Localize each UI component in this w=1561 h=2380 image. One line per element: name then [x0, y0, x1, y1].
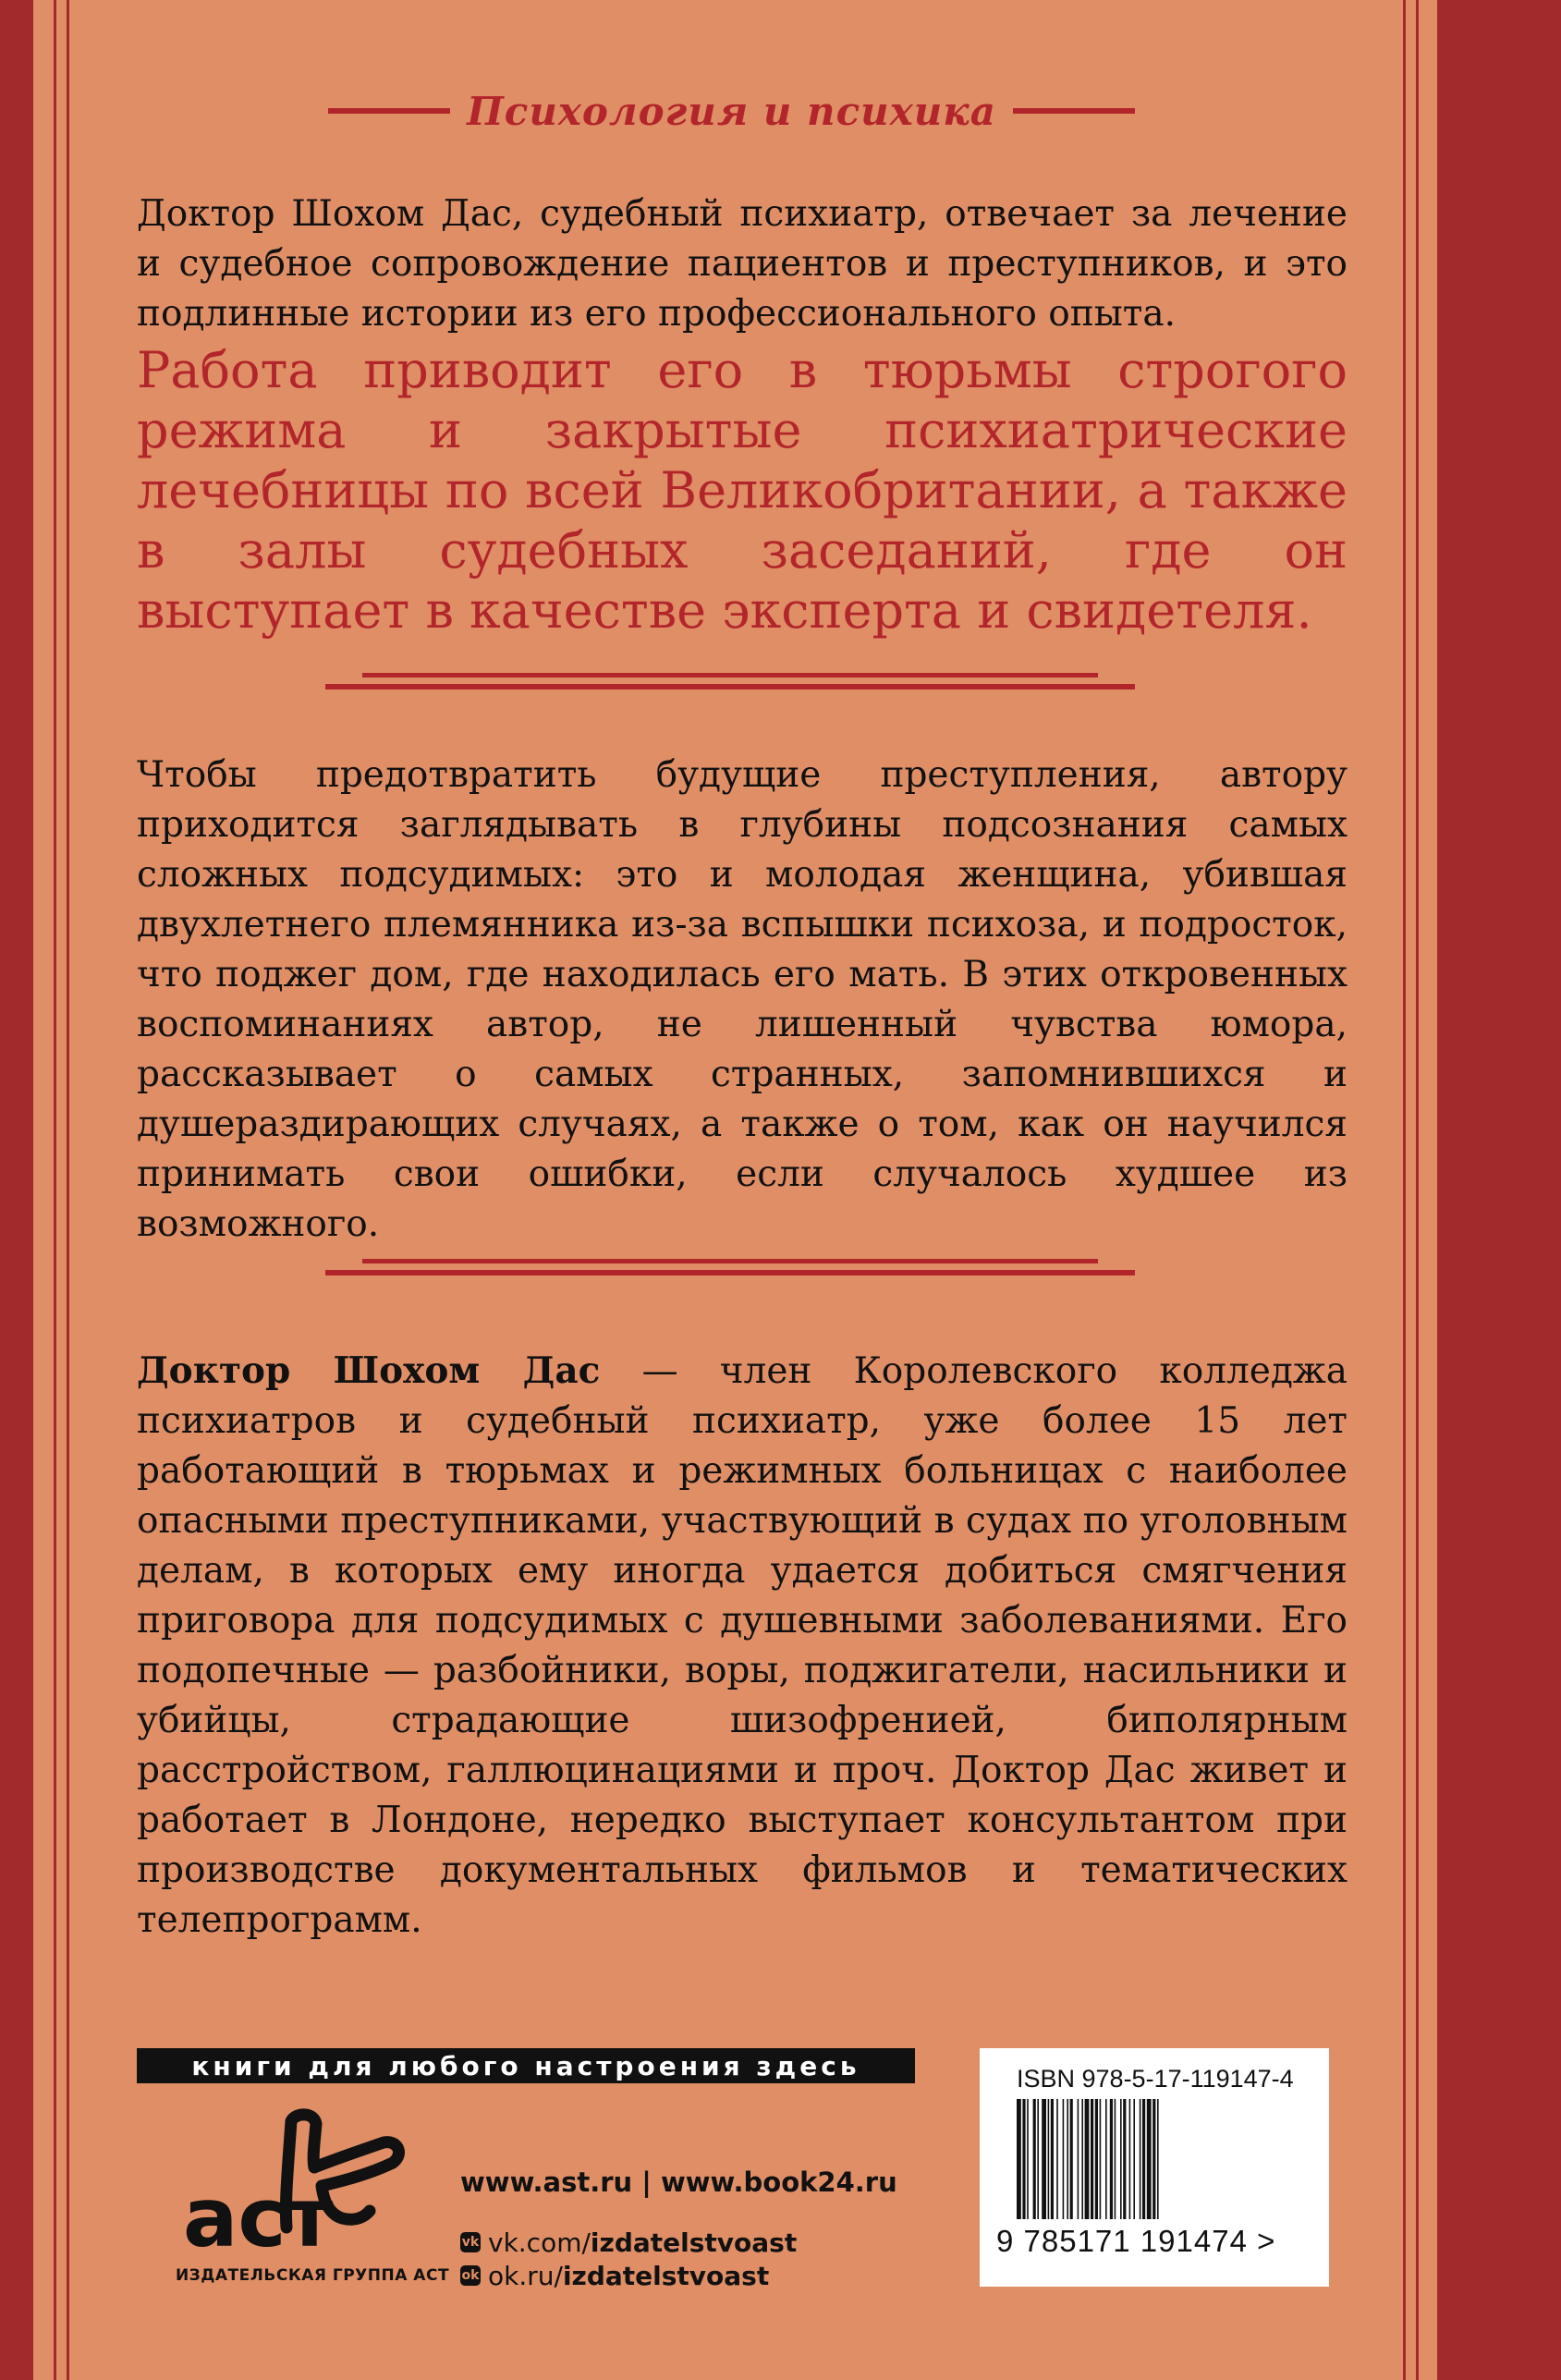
- header-rule-right: [1013, 108, 1135, 114]
- header-rule-left: [328, 108, 450, 114]
- slogan-banner: книги для любого настроения здесь: [137, 2048, 915, 2083]
- logo-text: аст: [183, 2170, 334, 2264]
- right-border: [1437, 0, 1561, 2380]
- intro-highlight: Работа приводит его в тюрьмы строгого режима и закрытые психиатрические лечебницы по всей Великобритании, а также в залы судебных заседаний, где он выступает в качестве эксперта и свидетеля.: [137, 341, 1348, 640]
- author-bio-text: — член Королевского колледжа психиатров и судебный психиатр, уже более 15 лет работающий в тюрьмах и режимных больницах с наиболее опасными преступниками, участвующий в судах по уголовным делам, в которых ему иногда удается добиться смягчения приговора для подсудимых с душевными заболеваниями. Его подопечные — разбойники, воры, поджигатели, насильники и убийцы, страдающие шизофренией, биполярным расстройством, галлюцинациями и проч. Доктор Дас живет и работает в Лондоне, нередко выступает консультантом при производстве документальных фильмов и тематических телепрограмм.: [137, 1350, 1348, 1941]
- divider-2: [325, 1259, 1135, 1277]
- description-text: Чтобы предотвратить будущие преступления, автору приходится заглядывать в глубины подсознания самых сложных подсудимых: это и молодая женщина, убившая двухлетнего племянника из-за вспышки психоза, и подросток, что поджег дом, где находилась его мать. В этих откровенных воспоминаниях автор, не лишенный чувства юмора, рассказывает о самых странных, запомнившихся и душераздирающих случаях, а также о том, как он научился принимать свои ошибки, если случалось худшее из возможного.: [137, 754, 1348, 1245]
- barcode-panel: [980, 2048, 1329, 2287]
- barcode-digits: 9 785171 191474 >: [996, 2224, 1276, 2258]
- author-name: Доктор Шохом Дас: [137, 1349, 601, 1392]
- ast-logo: [176, 2107, 416, 2264]
- divider-1: [325, 673, 1135, 691]
- series-header: [328, 85, 1135, 137]
- author-bio: [137, 1346, 1348, 1946]
- left-rule-inner: [67, 0, 69, 2380]
- website-links[interactable]: www.ast.ru | www.book24.ru: [460, 2166, 897, 2198]
- publisher-links: [460, 2166, 897, 2292]
- series-title: Психология и психика: [467, 88, 996, 134]
- left-border: [0, 0, 33, 2380]
- left-rule-outer: [54, 0, 56, 2380]
- vk-icon: vk: [460, 2232, 481, 2252]
- right-rule-inner: [1403, 0, 1406, 2380]
- vk-link[interactable]: vk vk.com/izdatelstvoast: [461, 2227, 798, 2258]
- isbn-number: ISBN 978-5-17-119147-4: [1017, 2065, 1294, 2093]
- intro-text: Доктор Шохом Дас, судебный психиатр, отвечает за лечение и судебное сопровождение пациентов и преступников, и это подлинные истории из его профессионального опыта.: [137, 193, 1348, 335]
- publisher-name: ИЗДАТЕЛЬСКАЯ ГРУППА АСТ: [175, 2266, 450, 2285]
- barcode: [1017, 2099, 1294, 2228]
- ok-icon: ok: [460, 2265, 481, 2286]
- right-rule-outer: [1416, 0, 1419, 2380]
- ok-link[interactable]: ok ok.ru/izdatelstvoast: [461, 2260, 770, 2291]
